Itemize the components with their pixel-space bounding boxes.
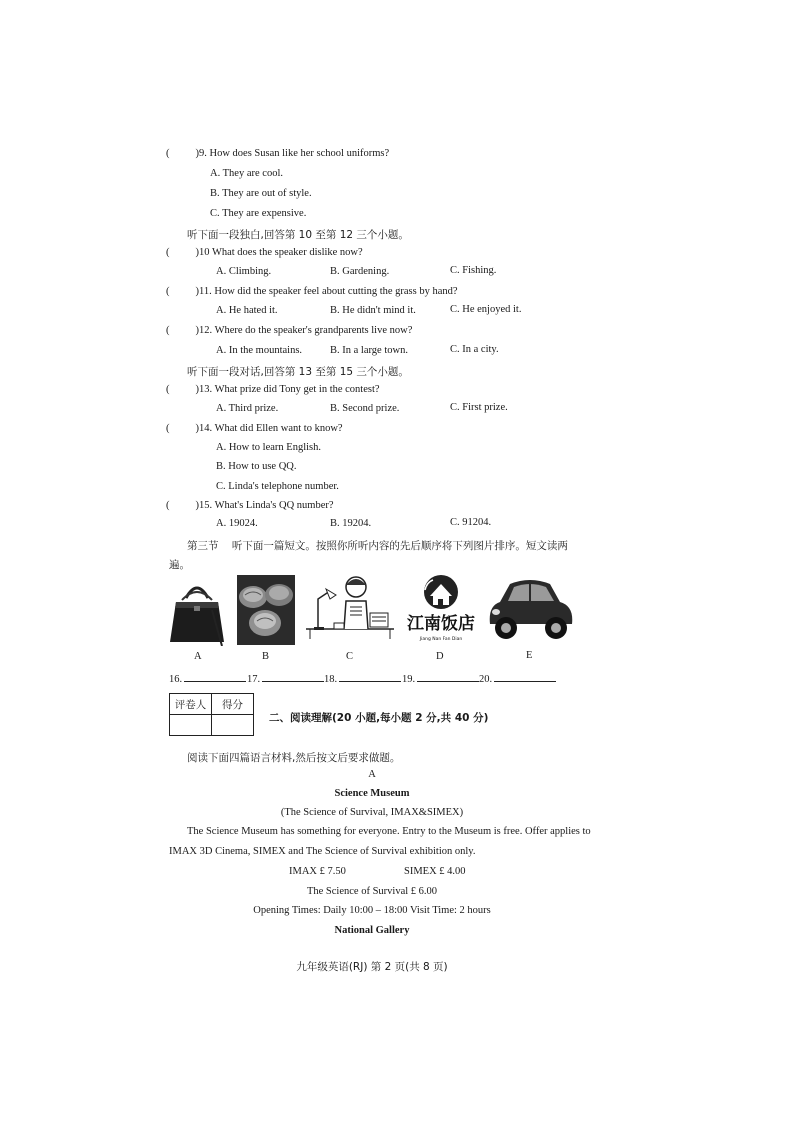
option-c: C. In a city. [450,344,499,355]
studying-student-picture [304,573,396,641]
part2-heading: 二、阅读理解(20 小题,每小题 2 分,共 40 分) [269,712,489,724]
option-a: A. How to learn English. [216,442,321,453]
question-text: Where do the speaker's grandparents live now? [214,325,413,336]
option-a: A. Climbing. [216,266,272,277]
answer-paren-close: ) [195,500,199,511]
question-15 [166,500,334,511]
question-text: What does the speaker dislike now? [211,247,363,258]
option-a: A. In the mountains. [216,345,303,356]
answer-paren: ( [166,325,170,336]
answer-blank-19[interactable] [402,671,479,685]
passage-title: Science Museum [334,788,410,799]
blank-number: 19. [402,674,416,685]
question-number: 14. [199,423,213,434]
blank-number: 17. [247,674,261,685]
passage-body-line2: IMAX 3D Cinema, SIMEX and The Science of Survival exhibition only. [169,846,476,857]
option-a: A. He hated it. [216,305,278,316]
question-12 [166,325,412,336]
blank-number: 18. [324,674,338,685]
question-text: How did the speaker feel about cutting the grass by hand? [214,286,458,297]
price-imax: IMAX £ 7.50 [289,866,346,877]
option-c: C. He enjoyed it. [450,304,522,315]
restaurant-pinyin-text: Jiang Nan Fan Dian [419,637,463,642]
score-table [169,693,254,736]
option-b: B. Gardening. [330,266,390,277]
question-number: 13. [199,384,213,395]
question-number: 15. [199,500,213,511]
section3-instruction-cont: 遍。 [169,559,190,571]
restaurant-logo-icon [403,574,479,644]
answer-blank-16[interactable] [169,671,246,685]
price-survival: The Science of Survival £ 6.00 [306,886,438,897]
answer-paren: ( [166,423,170,434]
option-c: C. Linda's telephone number. [216,481,339,492]
answer-paren: ( [166,500,170,511]
question-number: 11. [199,286,212,297]
mooncakes-picture [237,575,295,645]
question-text: What prize did Tony get in the contest? [214,384,380,395]
option-c: C. They are expensive. [210,208,307,219]
instruction-dialogue: 听下面一段对话,回答第 13 至第 15 三个小题。 [187,366,409,378]
question-text: How does Susan like her school uniforms? [209,148,390,159]
question-number: 10 [199,247,210,258]
answer-paren-close: ) [195,247,199,258]
question-13 [166,384,380,395]
reviewer-cell[interactable] [170,715,212,736]
section3-text: 听下面一篇短文。按照你所听内容的先后顺序将下列图片排序。短文读两 [231,540,568,552]
answer-paren-close: ) [195,325,199,336]
picture-label-d: D [436,651,444,662]
score-cell[interactable] [212,715,254,736]
blank-number: 20. [479,674,493,685]
answer-paren: ( [166,286,170,297]
question-number: 9. [199,148,207,159]
option-a: A. They are cool. [210,168,283,179]
option-b: B. They are out of style. [210,188,312,199]
car-picture [484,574,576,644]
question-text: What did Ellen want to know? [214,423,343,434]
question-14 [166,423,343,434]
reviewer-header: 评卷人 [170,694,212,715]
answer-paren: ( [166,384,170,395]
answer-paren: ( [166,148,170,159]
option-c: C. 91204. [450,517,492,528]
answer-paren-close: ) [195,148,199,159]
price-simex: SIMEX £ 4.00 [404,866,466,877]
picture-label-c: C [346,651,354,662]
question-11 [166,286,458,297]
option-a: A. Third prize. [216,403,279,414]
question-text: What's Linda's QQ number? [214,500,334,511]
restaurant-sign-text: 江南饭店 [407,614,475,634]
handbag-picture [168,576,226,646]
part2-intro: 阅读下面四篇语言材料,然后按文后要求做题。 [187,752,401,764]
picture-label-a: A [194,651,202,662]
option-b: B. He didn't mind it. [330,305,416,316]
answer-paren-close: ) [195,286,199,297]
answer-blank-17[interactable] [247,671,324,685]
option-b: B. Second prize. [330,403,400,414]
section3-label: 第三节 [187,540,219,552]
question-number: 12. [199,325,213,336]
score-header: 得分 [212,694,254,715]
answer-blank-18[interactable] [324,671,401,685]
section3-instruction [187,538,568,553]
passage-letter: A [368,769,376,780]
opening-times: Opening Times: Daily 10:00 – 18:00 Visit Time: 2 hours [253,905,491,916]
answer-blank-20[interactable] [479,671,556,685]
instruction-monologue: 听下面一段独白,回答第 10 至第 12 三个小题。 [187,229,409,241]
page-footer: 九年级英语(RJ) 第 2 页(共 8 页) [296,961,448,973]
question-9 [166,148,389,159]
blank-number: 16. [169,674,183,685]
next-title: National Gallery [334,925,410,936]
passage-subtitle: (The Science of Survival, IMAX&SIMEX) [280,807,464,818]
option-c: C. Fishing. [450,265,497,276]
picture-label-e: E [526,650,533,661]
picture-label-b: B [262,651,270,662]
answer-paren-close: ) [195,423,199,434]
answer-paren: ( [166,247,170,258]
option-c: C. First prize. [450,402,508,413]
option-b: B. 19204. [330,518,372,529]
question-10 [166,247,363,258]
answer-paren-close: ) [195,384,199,395]
passage-body-line1: The Science Museum has something for everyone. Entry to the Museum is free. Offer applies to [187,826,591,837]
option-a: A. 19024. [216,518,258,529]
option-b: B. How to use QQ. [216,461,297,472]
option-b: B. In a large town. [330,345,408,356]
